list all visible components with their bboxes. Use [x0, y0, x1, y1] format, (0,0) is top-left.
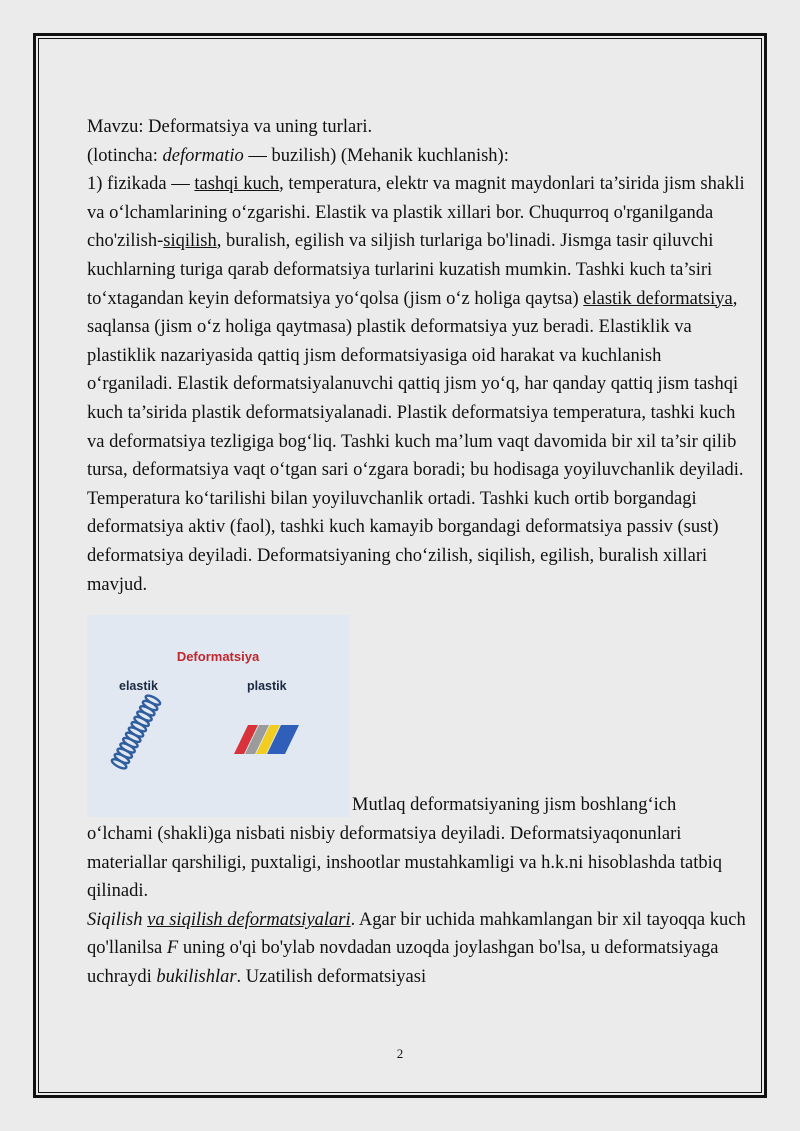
latin-term: deformatio — [162, 145, 244, 166]
italic-term-bukilishlar: bukilishlar — [156, 967, 237, 988]
etymology-prefix: (lotincha: — [87, 145, 163, 166]
topic-heading: Mavzu: Deformatsiya va uning turlari. — [87, 117, 373, 137]
link-tashqi-kuch[interactable]: tashqi kuch — [194, 174, 280, 195]
etymology-suffix: — buzilish) (Mehanik kuchlanish): — [243, 145, 509, 166]
text-run: , saqlansa (jism o‘z holiga qaytmasa) plastik deformatsiya yuz beradi. Elastiklik va plastiklik nazariyasida qattiq jism deformatsiyasiga oid harakat va kuchlanish o‘rganiladi. Elastik deformatsiyalanuvchi qattiq jism yo‘q, har qanday qattiq jism tashqi kuch ta’sirida plastik deformatsiyalanadi. Plastik deformatsiya temperatura, tashki kuch va deformatsiya tezligiga bog‘liq. Tashki kuch ma’lum vaqt davomida bir xil ta’sir qilib tursa, deformatsiya vaqt o‘tgan sari o‘zgara boradi; bu hodisaga yoyiluvchanlik deyiladi. Temperatura ko‘tarilishi bilan yoyiluvchanlik ortadi. Tashki kuch ortib borgandagi deformatsiya aktiv (faol), tashki kuch kamayib borgandagi deformatsiya passiv (sust) deformatsiya deyiladi. Deformatsiyaning cho‘zilish, siqilish, egilish, buralish xillari mavjud. — [87, 288, 744, 595]
figure-title: Deformatsiya — [176, 649, 260, 665]
figure-label-elastic: elastik — [119, 679, 158, 694]
figure-caption-text: Mutlaq deformatsiyaning jism boshlang‘ich — [352, 795, 677, 816]
page-number: 2 — [396, 1046, 404, 1061]
deformation-figure — [87, 615, 349, 817]
text-run: , buralish, egilish va siljish turlariga bo'linadi. Jismga tasir qiluvchi kuchlarning turiga qarab deformatsiya turlarini kuzatish mumkin. Tashki kuch ta’siri to‘xtagandan keyin deformatsiya yo‘qolsa (jism o‘z holiga qaytsa) — [87, 231, 714, 309]
link-siqilish[interactable]: siqilish — [163, 231, 217, 252]
compression-paragraph — [87, 906, 747, 992]
deformed-bars-icon — [234, 725, 299, 754]
document-body — [87, 113, 747, 992]
link-siqilish-deformatsiyalari[interactable]: va siqilish deformatsiyalari — [147, 909, 351, 930]
figure-row — [87, 615, 747, 820]
text-run: . Agar bir uchida mahkamlangan bir xil tayoqqa kuch qo'llanilsa — [87, 909, 746, 959]
figure-drawing — [87, 615, 349, 817]
link-elastik-deformatsiya[interactable]: elastik deformatsiya — [583, 288, 733, 309]
definition-paragraph — [87, 170, 747, 599]
text-run: , temperatura, elektr va magnit maydonlari ta’sirida jism shakli va o‘lchamlarining o‘zgarishi. Elastik va plastik xillari bor. Chuqurroq o'rganilganda cho'zilish- — [87, 174, 745, 252]
text-run: . Uzatilish deformatsiyasi — [236, 967, 427, 988]
relative-deformation-paragraph: o‘lchami (shakli)ga nisbati nisbiy deformatsiya deyiladi. Deformatsiyaqonunlari materiallar qarshiligi, puxtaligi, inshootlar mustahkamligi va h.k.ni hisoblashda tatbiq qilinadi. — [87, 824, 723, 902]
text-run: uning o'qi bo'ylab novdadan uzoqda joylashgan bo'lsa, u deformatsiyaga uchraydi — [87, 938, 719, 988]
force-symbol: F — [166, 938, 179, 959]
spring-icon — [111, 694, 162, 770]
figure-label-plastic: plastik — [247, 679, 287, 694]
etymology-line — [87, 142, 747, 171]
text-run: 1) fizikada — — [87, 174, 195, 195]
italic-term-siqilish: Siqilish — [87, 909, 148, 930]
